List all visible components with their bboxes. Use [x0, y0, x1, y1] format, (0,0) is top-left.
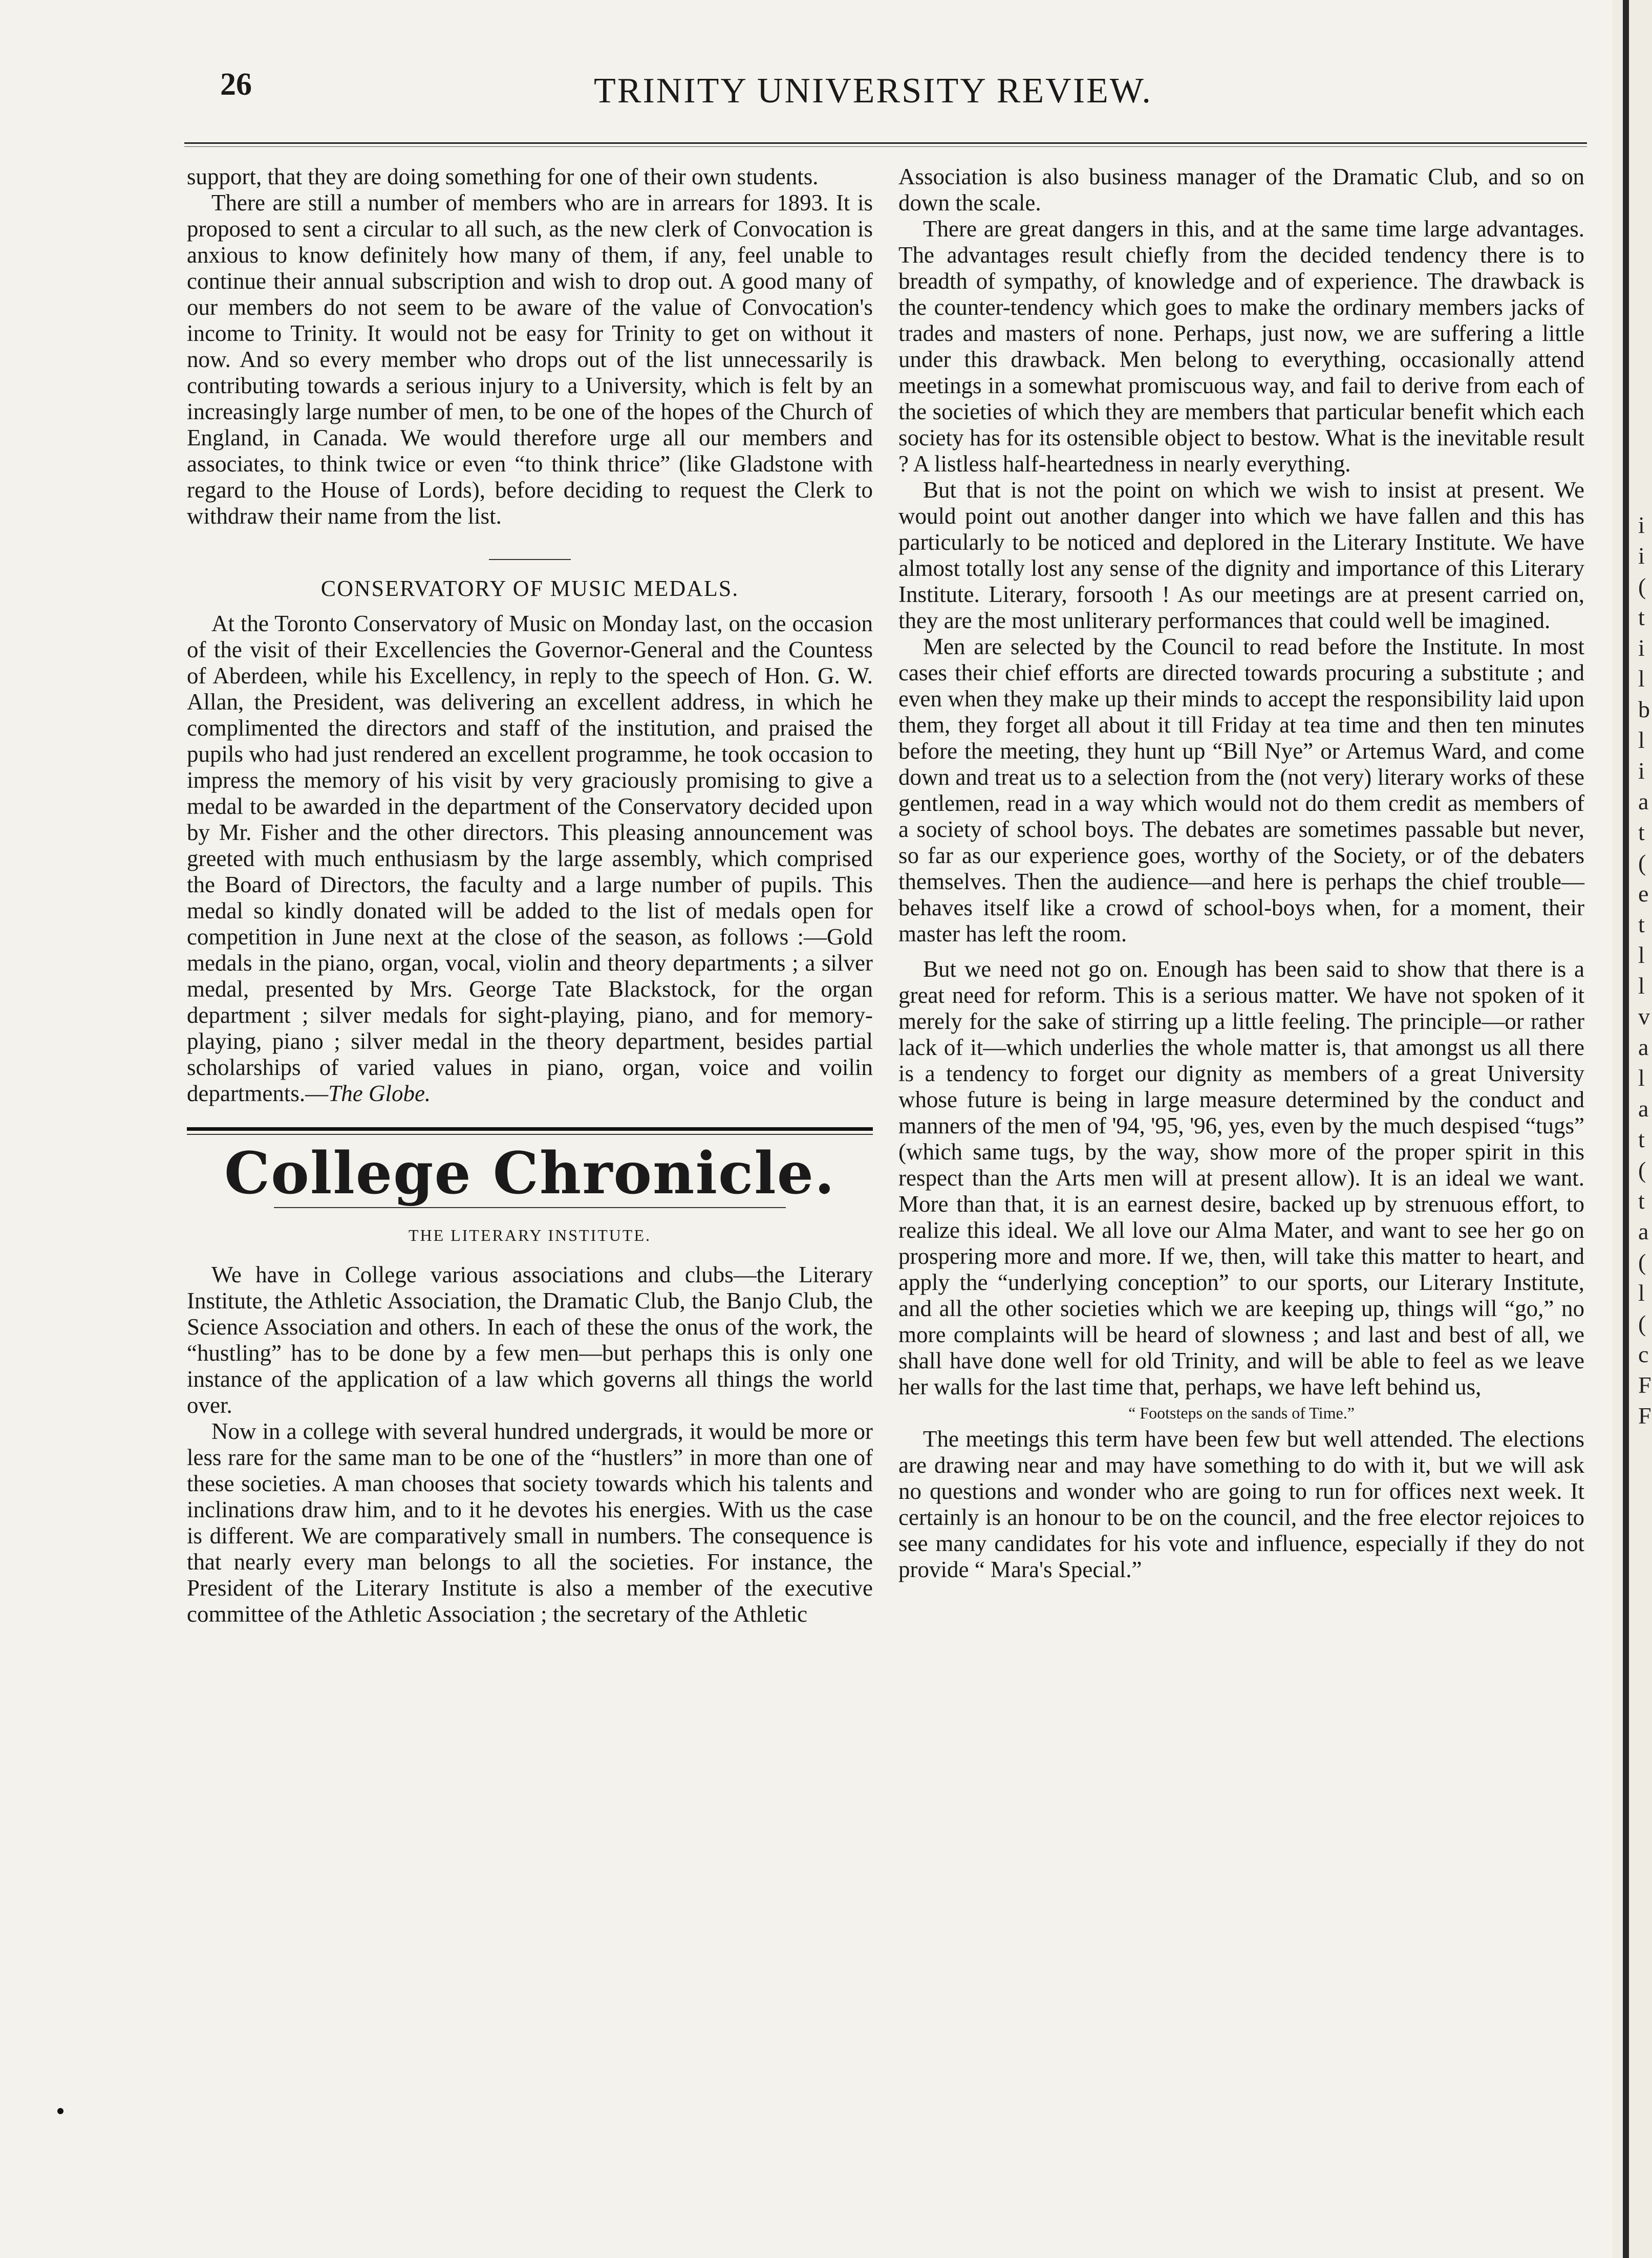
- fragment: t: [1638, 911, 1645, 937]
- paragraph: Association is also business manager of the Dramatic Club, and so on down the scale.: [898, 164, 1584, 216]
- ink-speck: [57, 2108, 63, 2114]
- left-column: [187, 164, 873, 1627]
- fragment: l: [1638, 1280, 1645, 1306]
- binding-edge: [1623, 0, 1629, 2258]
- paragraph: We have in College various associations and clubs—the Literary Institute, the Athletic Association, the Dramatic Club, the Banjo Club, the Science Association and others. In each of these the onus of the work, the “hustling” has to be done by a few men—but perhaps this is only one instance of the application of a law which governs all things the world over.: [187, 1262, 873, 1418]
- fragment: (: [1638, 573, 1646, 599]
- fragment: l: [1638, 973, 1645, 999]
- quotation: “ Footsteps on the sands of Time.”: [1128, 1404, 1355, 1422]
- page-header: [184, 61, 1188, 118]
- fragment: (: [1638, 1310, 1646, 1337]
- fragment: F: [1638, 1372, 1651, 1398]
- fragment: (: [1638, 1157, 1646, 1183]
- fragment: i: [1638, 635, 1645, 661]
- fragment: b: [1638, 696, 1650, 722]
- fragment: i: [1638, 543, 1645, 569]
- fragment: t: [1638, 819, 1645, 845]
- right-column: [898, 164, 1584, 1583]
- chronicle-title: College Chronicle.: [224, 1140, 835, 1207]
- fragment: a: [1638, 1095, 1649, 1122]
- running-title: TRINITY UNIVERSITY REVIEW.: [594, 71, 1152, 111]
- source-credit: The Globe.: [328, 1081, 431, 1106]
- page-number: 26: [220, 67, 252, 102]
- header-rule: [184, 142, 1587, 147]
- fragment: l: [1638, 727, 1645, 753]
- paragraph: Now in a college with several hundred undergrads, it would be more or less rare for the same man to be one of the “hustlers” in more than one of these societies. A man chooses that society towards which his talents and inclinations draw him, and to it he devotes his energies. With us the case is different. We are comparatively small in numbers. The consequence is that nearly every man belongs to all the societies. For instance, the President of the Literary Institute is also a member of the executive committee of the Athletic Association ; the secretary of the Athletic: [187, 1418, 873, 1627]
- conservatory-heading: CONSERVATORY OF MUSIC MEDALS.: [320, 576, 739, 601]
- fragment: (: [1638, 1249, 1646, 1275]
- fragment: l: [1638, 665, 1645, 692]
- fragment: t: [1638, 604, 1645, 630]
- fragment: l: [1638, 942, 1645, 968]
- fragment: t: [1638, 1188, 1645, 1214]
- fragment: F: [1638, 1403, 1651, 1429]
- conservatory-text: At the Toronto Conservatory of Music on Monday last, on the occasion of the visit of their Excellencies the Governor-General and the Countess of Aberdeen, while his Excellency, in reply to the speech of Hon. G. W. Allan, the President, was delivering an excellent address, in which he complimented the directors and staff of the institution, and praised the pupils who had just rendered an excellent programme, he took occasion to impress the memory of his visit by very graciously promising to give a medal to be awarded in the department of the Conservatory decided upon by Mr. Fisher and the other directors. This pleasing announcement was greeted with much enthusiasm by the large assembly, which comprised the Board of Directors, the faculty and a large number of pupils. This medal so kindly donated will be added to the list of medals open for competition in June next at the close of the season, as follows :—Gold medals in the piano, organ, vocal, violin and theory departments ; a silver medal, presented by Mrs. George Tate Blackstock, for the organ department ; silver medals for sight-playing, piano, and for memory-playing, piano ; silver medal in the theory department, besides partial scholarships of varied values in piano, organ, voice and voilin departments.—: [187, 611, 873, 1106]
- fragment: e: [1638, 880, 1649, 907]
- paragraph: But that is not the point on which we wish to insist at present. We would point out another danger into which we have fallen and this has particularly to be noticed and deplored in the Literary Institute. We have almost totally lost any sense of the dignity and importance of this Literary Institute. Literary, forsooth ! As our meetings are at present carried on, they are the most unliterary performances that could well be imagined.: [898, 477, 1584, 633]
- fragment: l: [1638, 1065, 1645, 1091]
- paragraph: [187, 611, 873, 1107]
- paragraph: The meetings this term have been few but well attended. The elections are drawing near and may have something to do with it, but we will ask no questions and wonder who are going to run for offices next week. It certainly is an honour to be on the council, and the free elector rejoices to see many candidates for his vote and influence, especially if they do not provide “ Mara's Special.”: [898, 1426, 1584, 1582]
- paragraph: Men are selected by the Council to read before the Institute. In most cases their chief efforts are directed towards procuring a substitute ; and even when they make up their minds to accept the responsibility laid upon them, they forget all about it till Friday at tea time and then ten minutes before the meeting, they hunt up “Bill Nye” or Artemus Ward, and come down and treat us to a selection from the (not very) literary works of these gentlemen, read in a way which would not do them credit as members of a society of school boys. The debates are sometimes passable but never, so far as our experience goes, worthy of the Society, or of the debaters themselves. Then the audience—and here is perhaps the chief trouble—behaves itself like a crowd of school-boys when, for a moment, their master has left the room.: [898, 634, 1584, 947]
- section-divider: [489, 559, 571, 560]
- fragment: t: [1638, 1126, 1645, 1152]
- chronicle-rule: [187, 1127, 873, 1135]
- fragment: i: [1638, 512, 1645, 538]
- literary-institute-heading: THE LITERARY INSTITUTE.: [409, 1226, 651, 1244]
- paragraph: But we need not go on. Enough has been said to show that there is a great need for reform. This is a serious matter. We have not spoken of it merely for the sake of stirring up a little feeling. The principle—or rather lack of it—which underlies the whole matter is, that amongst us all there is a tendency to forget our dignity as members of a great University whose future is being in large measure determined by the conduct and manners of the men of '94, '95, '96, yes, even by the much despised “tugs” (which same tugs, by the way, show more of the proper spirit in this respect than the Arts men will at present allow). It is an ideal we want. More than that, it is an earnest desire, backed up by strenuous effort, to realize this ideal. We all love our Alma Mater, and want to see her go on prospering more and more. If we, then, will take this matter to heart, and apply the “underlying conception” to our sports, our Literary Institute, and all the other societies which we are keeping up, things will “go,” no more complaints will be heard of slowness ; and last and best of all, we shall have done well for old Trinity, and will be able to feel as we leave her walls for the last time that, perhaps, we have left behind us,: [898, 956, 1584, 1400]
- fragment: a: [1638, 1034, 1649, 1060]
- chronicle-underline: [274, 1207, 786, 1208]
- fragment: v: [1638, 1003, 1650, 1029]
- paragraph: There are great dangers in this, and at the same time large advantages. The advantages result chiefly from the decided tendency there is to breadth of sympathy, of knowledge and of experience. The drawback is the counter-tendency which goes to make the ordinary members jacks of trades and masters of none. Perhaps, just now, we are suffering a little under this drawback. Men belong to everything, occasionally attend meetings in a somewhat promiscuous way, and fail to derive from each of the societies of which they are members that particular benefit which each society has for its ostensible object to bestow. What is the inevitable result ? A listless half-heartedness in nearly everything.: [898, 216, 1584, 477]
- fragment: (: [1638, 850, 1646, 876]
- paragraph: support, that they are doing something for one of their own students.: [187, 164, 819, 189]
- paragraph: There are still a number of members who are in arrears for 1893. It is proposed to sent a circular to all such, as the new clerk of Convocation is anxious to know definitely how many of them, if any, feel unable to continue their annual subscription and wish to drop out. A good many of our members do not seem to be aware of the value of Convocation's income to Trinity. It would not be easy for Trinity to get on without it now. And so every member who drops out of the list unnecessarily is contributing towards a serious injury to a University, which is felt by an increasingly large number of men, to be one of the hopes of the Church of England, in Canada. We would therefore urge all our members and associates, to think twice or even “to think thrice” (like Gladstone with regard to the House of Lords), before deciding to request the Clerk to withdraw their name from the list.: [187, 190, 873, 529]
- fragment: a: [1638, 788, 1649, 814]
- facing-page-fragments: [1638, 512, 1652, 1433]
- fragment: c: [1638, 1341, 1649, 1367]
- fragment: a: [1638, 1218, 1649, 1244]
- fragment: i: [1638, 758, 1645, 784]
